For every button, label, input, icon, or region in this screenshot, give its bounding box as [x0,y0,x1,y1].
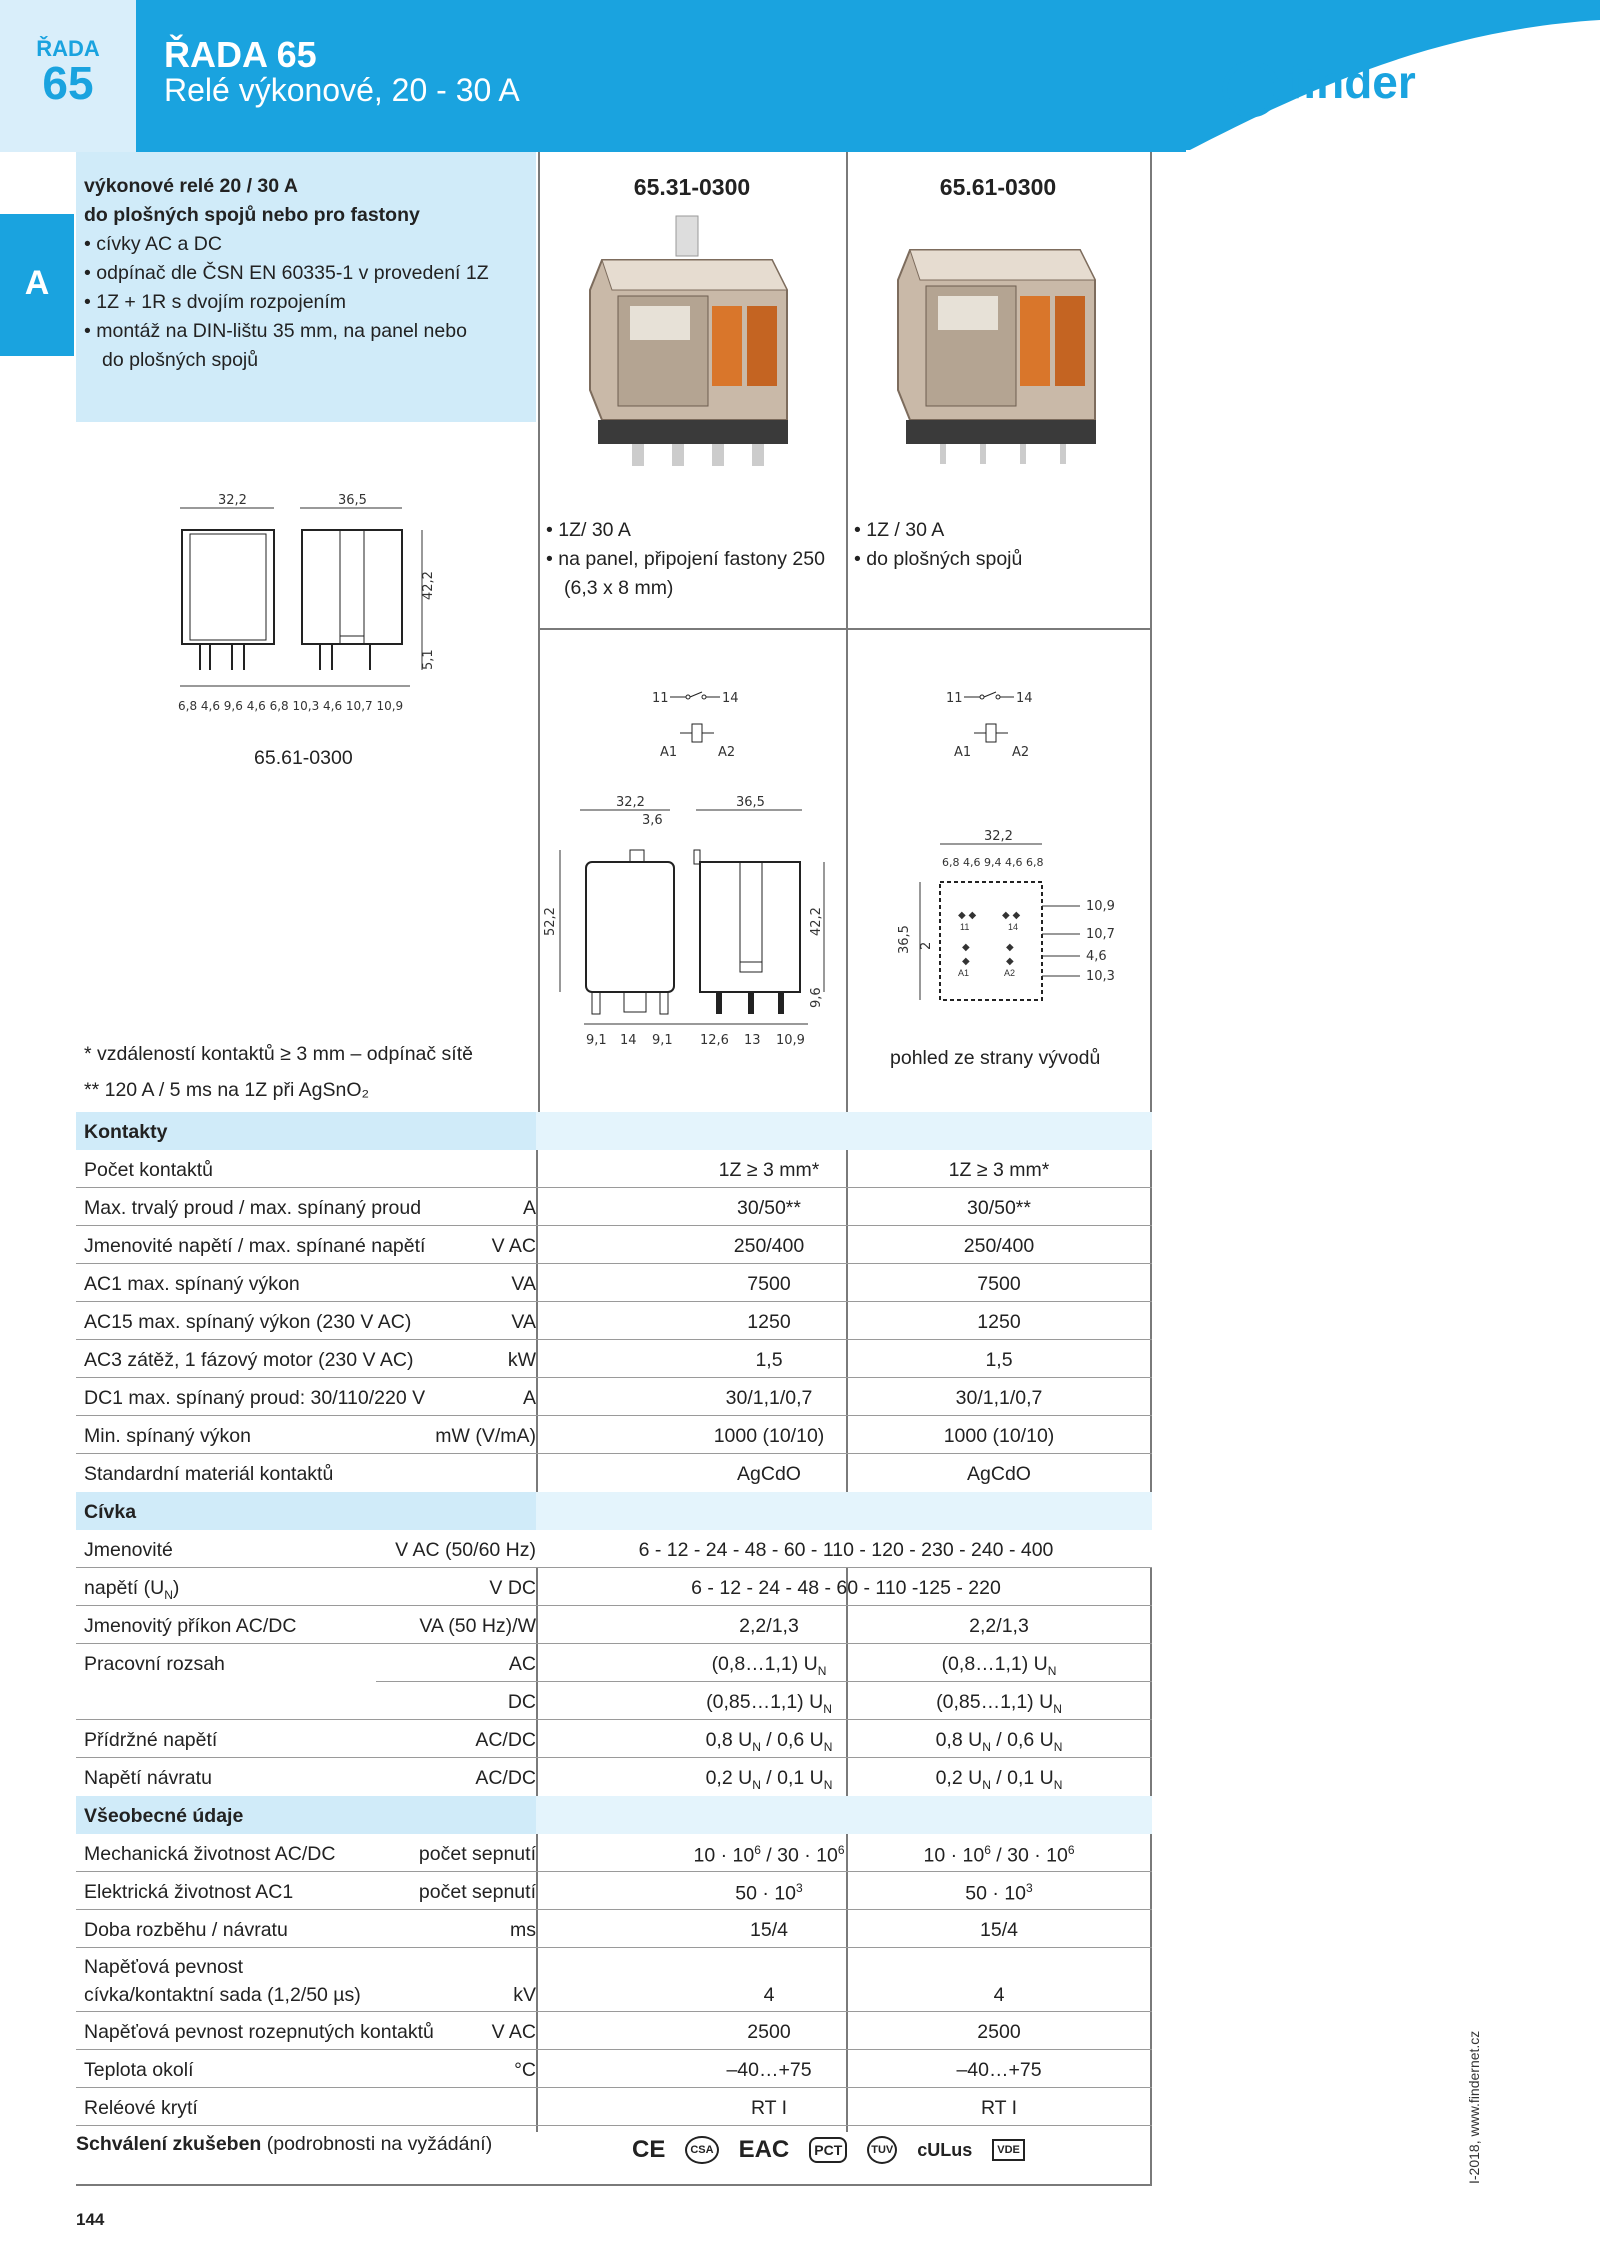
svg-text:9,6: 9,6 [809,987,824,1008]
drawing-caption: pohled ze strany vývodů [890,1047,1101,1069]
csa-mark-icon: CSA [685,2136,718,2164]
footnote: * vzdáleností kontaktů ≥ 3 mm – odpínač sítě [84,1043,473,1065]
svg-text:A2: A2 [1012,745,1030,760]
table-row: Napěťová pevnost cívka/kontaktní sada (1,2/50 µs) kV 4 4 [76,1948,1152,2012]
svg-text:52,2: 52,2 [543,907,558,936]
approvals-label: Schválení zkušeben (podrobnosti na vyžádání) [76,2133,493,2155]
svg-text:12,6: 12,6 [700,1033,729,1048]
relay-photo-fast-on [572,210,802,470]
table-row: Max. trvalý proud / max. spínaný proud A 30/50** 30/50** [76,1188,1152,1226]
table-row: Napěťová pevnost rozepnutých kontaktů V AC 2500 2500 [76,2012,1152,2050]
dimension-drawing-mid [540,790,840,1060]
svg-text:42,2: 42,2 [809,907,824,936]
svg-text:42,2: 42,2 [421,571,436,600]
svg-text:◆: ◆ [1006,942,1014,953]
svg-text:A1: A1 [660,745,678,760]
svg-text:36,5: 36,5 [897,925,912,954]
dimension-drawing-left [170,490,480,730]
svg-text:32,2: 32,2 [218,493,247,508]
svg-text:36,5: 36,5 [736,795,765,810]
section-tab-letter: A [24,264,50,302]
relay-photo-pcb [880,230,1110,470]
svg-text:14: 14 [1008,922,1019,932]
page-title: ŘADA 65 [164,34,317,75]
product-features [854,516,1144,574]
finder-logo-icon [1222,60,1280,118]
svg-text:10,9: 10,9 [1086,899,1115,914]
intro-bullet: • odpínač dle ČSN EN 60335-1 v provedení 1Z [84,262,489,284]
table-row: Jmenovitý příkon AC/DC VA (50 Hz)/W 2,2/1,3 2,2/1,3 [76,1606,1152,1644]
page-number: 144 [76,2210,105,2229]
table-row: Doba rozběhu / návratu ms 15/4 15/4 [76,1910,1152,1948]
intro-line1: výkonové relé 20 / 30 A [84,175,298,197]
table-row: Jmenovité napětí / max. spínané napětí V AC 250/400 250/400 [76,1226,1152,1264]
table-row: AC15 max. spínaný výkon (230 V AC) VA 1250 1250 [76,1302,1152,1340]
svg-text:A2: A2 [718,745,736,760]
feature-item: • 1Z/ 30 A [546,519,631,541]
intro-text [84,172,534,375]
product-code: 65.31-0300 [633,174,751,200]
feature-item: • do plošných spojů [854,548,1023,570]
table-row: Min. spínaný výkon mW (V/mA) 1000 (10/10) 1000 (10/10) [76,1416,1152,1454]
logo-text: finder [1288,56,1416,108]
eac-mark-icon: EAC [738,2136,790,2163]
section-header-coil: Cívka [76,1492,1152,1530]
table-row: napětí $(U_N)$ V DC 6 - 12 - 24 - 48 - 60 - 110 -125 - 220 [76,1568,1152,1606]
table-row: Elektrická životnost AC1 počet sepnutí $50 \cdot 10^3$ $50 \cdot 10^3$ [76,1872,1152,1910]
page-subtitle: Relé výkonové, 20 - 30 A [164,72,520,108]
svg-text:6,8 4,6 9,6 4,6 6,8 10,3 4,6: 6,8 4,6 9,6 4,6 6,8 10,3 4,6 10,7 10,9 [178,699,404,713]
table-row: Počet kontaktů 1Z ≥ 3 mm* 1Z ≥ 3 mm* [76,1150,1152,1188]
svg-text:3,6: 3,6 [642,813,663,828]
footnote: ** 120 A / 5 ms na 1Z při AgSnO₂ [84,1079,370,1101]
table-row: AC1 max. spínaný výkon VA 7500 7500 [76,1264,1152,1302]
svg-text:14: 14 [620,1033,637,1048]
vde-mark-icon: VDE [992,2139,1025,2161]
approval-marks [632,2128,1152,2172]
svg-text:A1: A1 [958,968,970,978]
svg-text:11: 11 [960,922,970,932]
svg-text:32,2: 32,2 [984,829,1013,844]
table-row: DC (0,85…1,1) $U_N$ (0,85…1,1) $U_N$ [76,1682,1152,1720]
table-row: Jmenovité V AC (50/60 Hz) 6 - 12 - 24 - 48 - 60 - 110 - 120 - 230 - 240 - 400 [76,1530,1152,1568]
feature-item: • na panel, připojení fastony 250 (6,3 x 8 mm) [546,548,825,599]
svg-text:◆: ◆ [962,956,970,967]
svg-text:13: 13 [744,1033,761,1048]
svg-text:◆: ◆ [1006,956,1014,967]
intro-bullet: • montáž na DIN-lištu 35 mm, na panel nebo do plošných spojů [84,320,467,371]
svg-text:◆: ◆ [962,942,970,953]
section-header-general: Všeobecné údaje [76,1796,1152,1834]
row-divider [538,628,1152,630]
table-row: Pracovní rozsah AC (0,8…1,1) $U_N$ (0,8…1,1) $U_N$ [76,1644,1152,1682]
series-number: 65 [42,57,94,109]
product-features [546,516,842,603]
svg-text:A2: A2 [1004,968,1016,978]
svg-text:◆ ◆: ◆ ◆ [1002,910,1021,921]
svg-text:4,6: 4,6 [1086,949,1107,964]
table-row: DC1 max. spínaný proud: 30/110/220 V A 30/1,1/0,7 30/1,1/0,7 [76,1378,1152,1416]
svg-text:9,1: 9,1 [652,1033,673,1048]
svg-text:2: 2 [919,941,934,950]
intro-bullet: • 1Z + 1R s dvojím rozpojením [84,291,347,313]
svg-text:6,8 4,6 9,4 4,6 6,8: 6,8 4,6 9,4 4,6 6,8 [942,856,1044,869]
table-row: Standardní materiál kontaktů AgCdO AgCdO [84,1463,1031,1485]
intro-line2: do plošných spojů nebo pro fastony [84,204,420,226]
svg-text:5,1: 5,1 [421,649,436,670]
svg-text:36,5: 36,5 [338,493,367,508]
ce-mark-icon: CE [632,2136,666,2163]
table-row: Přídržné napětí AC/DC 0,8 $U_N / 0,6$ $U_N$ 0,8 $U_N / 0,6$ $U_N$ [76,1720,1152,1758]
section-header-contacts: Kontakty [76,1112,1152,1150]
feature-item: • 1Z / 30 A [854,519,945,541]
tuv-mark-icon: TUV [867,2136,897,2164]
intro-bullet: • cívky AC a DC [84,233,222,255]
svg-text:14: 14 [722,691,739,706]
table-row: Teplota okolí °C –40…+75 –40…+75 [76,2050,1152,2088]
table-row: Napětí návratu AC/DC 0,2 $U_N / 0,1$ $U_N$ 0,2 $U_N / 0,1$ $U_N$ [84,1767,1063,1792]
product-code: 65.61-0300 [939,174,1057,200]
col-divider [846,152,848,1112]
table-row: Mechanická životnost AC/DC počet sepnutí $10 \cdot 10^6 / 30 \cdot 10^6$ $10 \cdot 10^6 / 30 \cdot 10^6$ [76,1834,1152,1872]
svg-text:14: 14 [1016,691,1033,706]
svg-text:32,2: 32,2 [616,795,645,810]
ul-mark-icon: cULus [917,2139,973,2160]
series-label: ŘADA [36,36,100,61]
dimension-drawing-right [880,820,1140,1020]
footer-side-text: I-2018, www.findernet.cz [1466,2030,1482,2184]
drawing-caption: 65.61-0300 [254,747,353,769]
svg-text:9,1: 9,1 [586,1033,607,1048]
svg-text:11: 11 [946,691,963,706]
svg-text:◆ ◆: ◆ ◆ [958,910,977,921]
table-row: AC3 zátěž, 1 fázový motor (230 V AC) kW 1,5 1,5 [76,1340,1152,1378]
pct-mark-icon: PCT [809,2137,847,2163]
svg-text:10,3: 10,3 [1086,969,1115,984]
svg-text:A1: A1 [954,745,972,760]
contact-schema-1 [640,680,760,760]
svg-text:11: 11 [652,691,669,706]
svg-text:10,9: 10,9 [776,1033,805,1048]
table-bottom-border [76,2184,1152,2186]
table-row: Reléové krytí RT I RT I [76,2088,1152,2126]
contact-schema-2 [934,680,1054,760]
svg-text:10,7: 10,7 [1086,927,1115,942]
